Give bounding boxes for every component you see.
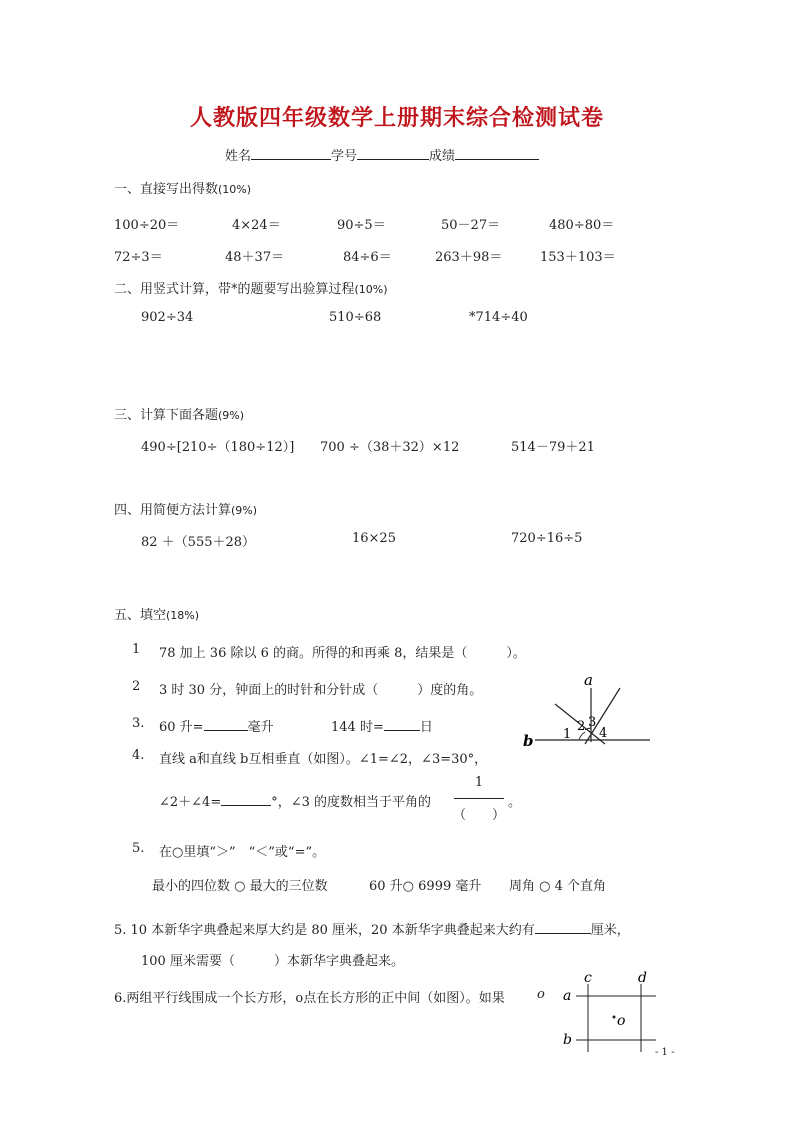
q3-blank-2[interactable] <box>384 718 420 731</box>
s2-item-2: 510÷68 <box>329 310 382 325</box>
q1-text: 78 加上 36 除以 6 的商。所得的和再乘 8，结果是（ ）。 <box>159 646 526 661</box>
score-blank[interactable] <box>455 147 539 160</box>
s4-item-2: 16×25 <box>352 531 396 546</box>
s3-item-3: 514－79＋21 <box>511 440 595 455</box>
fig1-label-a: a <box>584 671 593 689</box>
q5-item-2[interactable]: 60 升○ 6999 毫升 <box>369 879 482 894</box>
q2-text: 3 时 30 分，钟面上的时针和分针成（ ）度的角。 <box>159 683 483 698</box>
id-label: 学号 <box>331 149 358 164</box>
fig1-label-1: 1 <box>563 727 572 742</box>
q6-text: 5. 10 本新华字典叠起来厚大约是 80 厘米，20 本新华字典叠起来大约有 厘米， <box>114 923 630 938</box>
fig1-label-2: 2 <box>577 719 586 734</box>
page-number: - 1 - <box>655 1047 675 1058</box>
section-5-heading: 五、填空(18%) <box>114 608 200 623</box>
s1-r1-c3: 90÷5＝ <box>337 218 386 233</box>
s1-r1-c1: 100÷20＝ <box>114 218 180 233</box>
page-title: 人教版四年级数学上册期末综合检测试卷 <box>189 106 604 131</box>
q6-blank[interactable] <box>535 921 591 934</box>
q6-line-2: 100 厘米需要（ ）本新华字典叠起来。 <box>141 954 404 969</box>
q4-text: 直线 a和直线 b互相垂直（如图）。∠1=∠2，∠3=30°， <box>159 752 488 767</box>
q3-part-b: 144 时= 日 <box>331 720 433 735</box>
s1-r1-c2: 4×24＝ <box>232 218 281 233</box>
name-blank[interactable] <box>251 147 331 160</box>
s4-item-1: 82 ＋（555＋28） <box>141 535 256 550</box>
section-3-heading: 三、计算下面各题(9%) <box>114 408 245 423</box>
q3-number: 3. <box>132 716 145 731</box>
fig2-label-a: a <box>563 988 572 1004</box>
q2-number: 2 <box>132 679 141 694</box>
q5-number: 5. <box>132 841 145 856</box>
section-2-heading: 二、用竖式计算，带*的题要写出验算过程(10%) <box>114 282 388 297</box>
id-blank[interactable] <box>357 147 429 160</box>
q3-blank-1[interactable] <box>204 718 248 731</box>
section-4-heading: 四、用简便方法计算(9%) <box>114 503 258 518</box>
fig2-label-o: o <box>617 1013 626 1029</box>
s3-item-2: 700 ÷（38＋32）×12 <box>320 440 460 455</box>
s1-r1-c4: 50－27＝ <box>441 218 501 233</box>
section-1-heading: 一、直接写出得数(10%) <box>114 182 252 197</box>
q7-text: 6.两组平行线围成一个长方形，o点在长方形的正中间（如图）。如果 <box>114 991 505 1006</box>
student-info-row <box>225 145 539 164</box>
s3-item-1: 490÷[210÷（180÷12）] <box>141 440 295 455</box>
point-o <box>613 1016 616 1019</box>
fig2-label-d: d <box>638 970 647 986</box>
s4-item-3: 720÷16÷5 <box>511 531 583 546</box>
q5-item-1[interactable]: 最小的四位数 ○ 最大的三位数 <box>152 879 328 894</box>
s1-r2-c1: 72÷3＝ <box>114 250 163 265</box>
angle-figure <box>515 670 660 750</box>
q5-text: 在○里填“＞” “＜”或“=”。 <box>159 845 326 860</box>
fig2-label-c: c <box>584 970 592 986</box>
fig1-label-b: b <box>523 732 534 750</box>
s1-r1-c5: 480÷80＝ <box>549 218 615 233</box>
rectangle-figure <box>558 970 668 1055</box>
q4-end: 。 <box>508 795 522 810</box>
fig1-label-4: 4 <box>599 726 608 741</box>
score-label: 成绩 <box>429 149 456 164</box>
q3-part-a: 60 升= 毫升 <box>159 720 274 735</box>
s1-r2-c5: 153＋103＝ <box>540 250 616 265</box>
q4-fraction-numerator: 1 <box>474 775 484 790</box>
s2-item-3: *714÷40 <box>469 310 528 325</box>
name-label: 姓名 <box>225 149 252 164</box>
fig2-label-b: b <box>563 1032 572 1048</box>
q4-number: 4. <box>132 748 145 763</box>
s1-r2-c3: 84÷6＝ <box>343 250 392 265</box>
q4-line-2: ∠2＋∠4= °，∠3 的度数相当于平角的 <box>159 795 432 810</box>
q5-item-3[interactable]: 周角 ○ 4 个直角 <box>509 879 607 894</box>
s1-r2-c4: 263＋98＝ <box>435 250 503 265</box>
q4-fraction-bar <box>454 798 504 799</box>
s2-item-1: 902÷34 <box>141 310 194 325</box>
q4-blank[interactable] <box>221 793 271 806</box>
q1-number: 1 <box>132 642 141 657</box>
fig1-label-3: 3 <box>588 715 597 730</box>
s1-r2-c2: 48＋37＝ <box>225 250 285 265</box>
q7-o-label: o <box>537 987 545 1002</box>
q4-fraction-denominator[interactable]: （ ） <box>452 808 505 823</box>
